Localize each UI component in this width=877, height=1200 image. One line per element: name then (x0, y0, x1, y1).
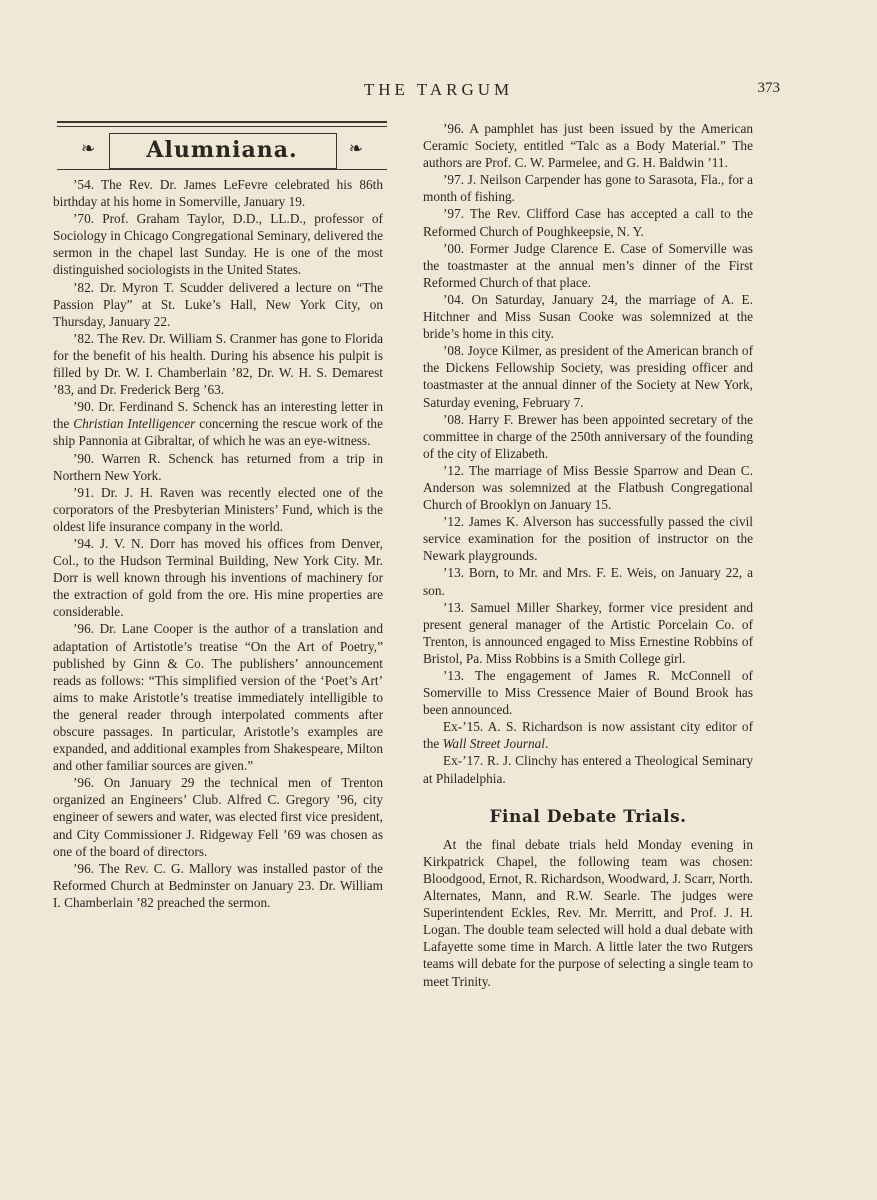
news-item: ’90. Warren R. Schenck has returned from a trip in Northern New York. (53, 450, 383, 483)
news-item: ’91. Dr. J. H. Raven was recently elected one of the corporators of the Presbyterian Ministers’ Fund, which is the oldest life insurance company in the world. (53, 484, 383, 534)
text-run: concerning the rescue work of the ship Pannonia at Gibraltar, of which he was an eye-witness. (53, 416, 383, 449)
news-item: ’97. The Rev. Clifford Case has accepted a call to the Reformed Church of Poughkeepsie, N. Y. (423, 206, 753, 239)
news-item (53, 398, 383, 449)
news-item: ’96. A pamphlet has just been issued by the American Ceramic Society, entitled “Talc as a Body Material.” The authors are Prof. C. W. Parmelee, and G. H. Baldwin ’11. (423, 121, 753, 171)
heading-rule (57, 121, 387, 123)
news-item: ’70. Prof. Graham Taylor, D.D., LL.D., professor of Sociology in Chicago Congregational Seminary, delivered the sermon in the chapel last Sunday. He is one of the most distinguished sociologists in the United States. (53, 211, 383, 278)
heading-rule (57, 169, 387, 170)
running-title: THE TARGUM (363, 80, 514, 99)
news-item: ’97. J. Neilson Carpender has gone to Sarasota, Fla., for a month of fishing. (423, 172, 753, 205)
news-item: ’13. The engagement of James R. McConnell of Somerville to Miss Cressence Maier of Bound Brook has been announced. (423, 668, 753, 718)
news-item: ’82. Dr. Myron T. Scudder delivered a lecture on “The Passion Play” at St. Luke’s Hall, New York City, on Thursday, January 22. (53, 279, 383, 329)
debate-heading: Final Debate Trials. (489, 806, 687, 827)
news-item: ’94. J. V. N. Dorr has moved his offices from Denver, Col., to the Hudson Terminal Building, New York City. Mr. Dorr is well known through his inventions of machinery for the extraction of gold from the ore. His mine properties are considerable. (53, 535, 383, 620)
ornament-icon: ❧ (348, 139, 363, 158)
news-item: ’96. On January 29 the technical men of Trenton organized an Engineers’ Club. Alfred C. Gregory ’96, city engineer of sewers and water, was elected first vice president, and City Commissioner J. Ridgeway Fell ’69 was chosen as one of the board of directors. (53, 775, 383, 859)
alumniana-heading-box (57, 121, 387, 173)
alumniana-heading: Alumniana. (146, 137, 298, 163)
news-item: ’13. Samuel Miller Sharkey, former vice president and present general manager of the Artistic Porcelain Co. of Trenton, is announced engaged to Miss Ernestine Robbins of Bristol, Pa. Miss Robbins is a Smith College girl. (423, 599, 753, 666)
news-item: ’00. Former Judge Clarence E. Case of Somerville was the toastmaster at the annual men’s dinner of the First Reformed Church of that place. (423, 240, 753, 290)
news-item: ’12. The marriage of Miss Bessie Sparrow and Dean C. Anderson was solemnized at the Flatbush Congregational Church of Brooklyn on January 15. (423, 462, 753, 513)
text-run: Ex-’15. A. S. Richardson is now assistant city editor of the (423, 719, 753, 752)
heading-rule (57, 126, 387, 127)
news-item: ’82. The Rev. Dr. William S. Cranmer has gone to Florida for the benefit of his health. During his absence his pulpit is filled by Dr. W. I. Chamberlain ’82, Dr. W. H. S. Demarest ’83, and Dr. Frederick Berg ’63. (53, 330, 383, 398)
text-run: ’90. Dr. Ferdinand S. Schenck has an interesting letter in the (53, 399, 383, 432)
news-item: ’54. The Rev. Dr. James LeFevre celebrated his 86th birthday at his home in Somerville, January 19. (53, 177, 383, 210)
news-item: ’08. Joyce Kilmer, as president of the American branch of the Dickens Fellowship Society, was presiding officer and toastmaster at the annual dinner of the Society at New York, Saturday evening, February 7. (423, 343, 753, 410)
news-item: ’96. Dr. Lane Cooper is the author of a translation and adaptation of Artistotle’s treatise “On the Art of Poetry,” published by Ginn & Co. The publishers’ announcement reads as follows: “This simplified version of the ‘Poet’s Art’ aims to make Aristotle’s treatise immediately intelligible to the general reader through interpolated comments after obscure passages. In particular, Aristotle’s examples are expanded, and additional examples from Shakespeare, Milton and other familiar sources are given.” (53, 621, 383, 774)
news-item: ’96. The Rev. C. G. Mallory was installed pastor of the Reformed Church at Bedminster on January 23. Dr. William I. Chamberlain ’82 preached the sermon. (53, 860, 383, 910)
text-run: . (545, 736, 549, 752)
page-number: 373 (757, 80, 780, 96)
news-item: ’08. Harry F. Brewer has been appointed secretary of the committee in charge of the 250th anniversary of the founding of the city of Elizabeth. (423, 411, 753, 461)
news-item: ’12. James K. Alverson has successfully passed the civil service examination for the position of instructor on the Newark playgrounds. (423, 514, 753, 564)
news-item: Ex-’17. R. J. Clinchy has entered a Theological Seminary at Philadelphia. (423, 753, 753, 786)
debate-body: At the final debate trials held Monday evening in Kirkpatrick Chapel, the following team was chosen: Bloodgood, Ernot, R. Richardson, Woodward, J. Scarr, North. Alternates, Mann, and R.W. Searle. The judges were Superintendent Eckles, Rev. Mr. Merritt, and Prof. J. H. Logan. The double team selected will hold a dual debate with Lafayette some time in March. A little later the two Rutgers teams will debate for the purpose of selecting a single team to meet Trinity. (423, 836, 753, 989)
publication-title: Wall Street Journal (442, 736, 546, 752)
left-column (53, 176, 383, 911)
right-column (423, 120, 753, 990)
news-item: ’04. On Saturday, January 24, the marriage of A. E. Hitchner and Miss Susan Cooke was solemnized at the bride’s home in this city. (423, 291, 753, 342)
publication-title: Christian Intelligencer (73, 416, 196, 432)
news-item (423, 718, 753, 752)
ornament-icon: ❧ (81, 139, 96, 158)
news-item: ’13. Born, to Mr. and Mrs. F. E. Weis, on January 22, a son. (423, 565, 753, 598)
